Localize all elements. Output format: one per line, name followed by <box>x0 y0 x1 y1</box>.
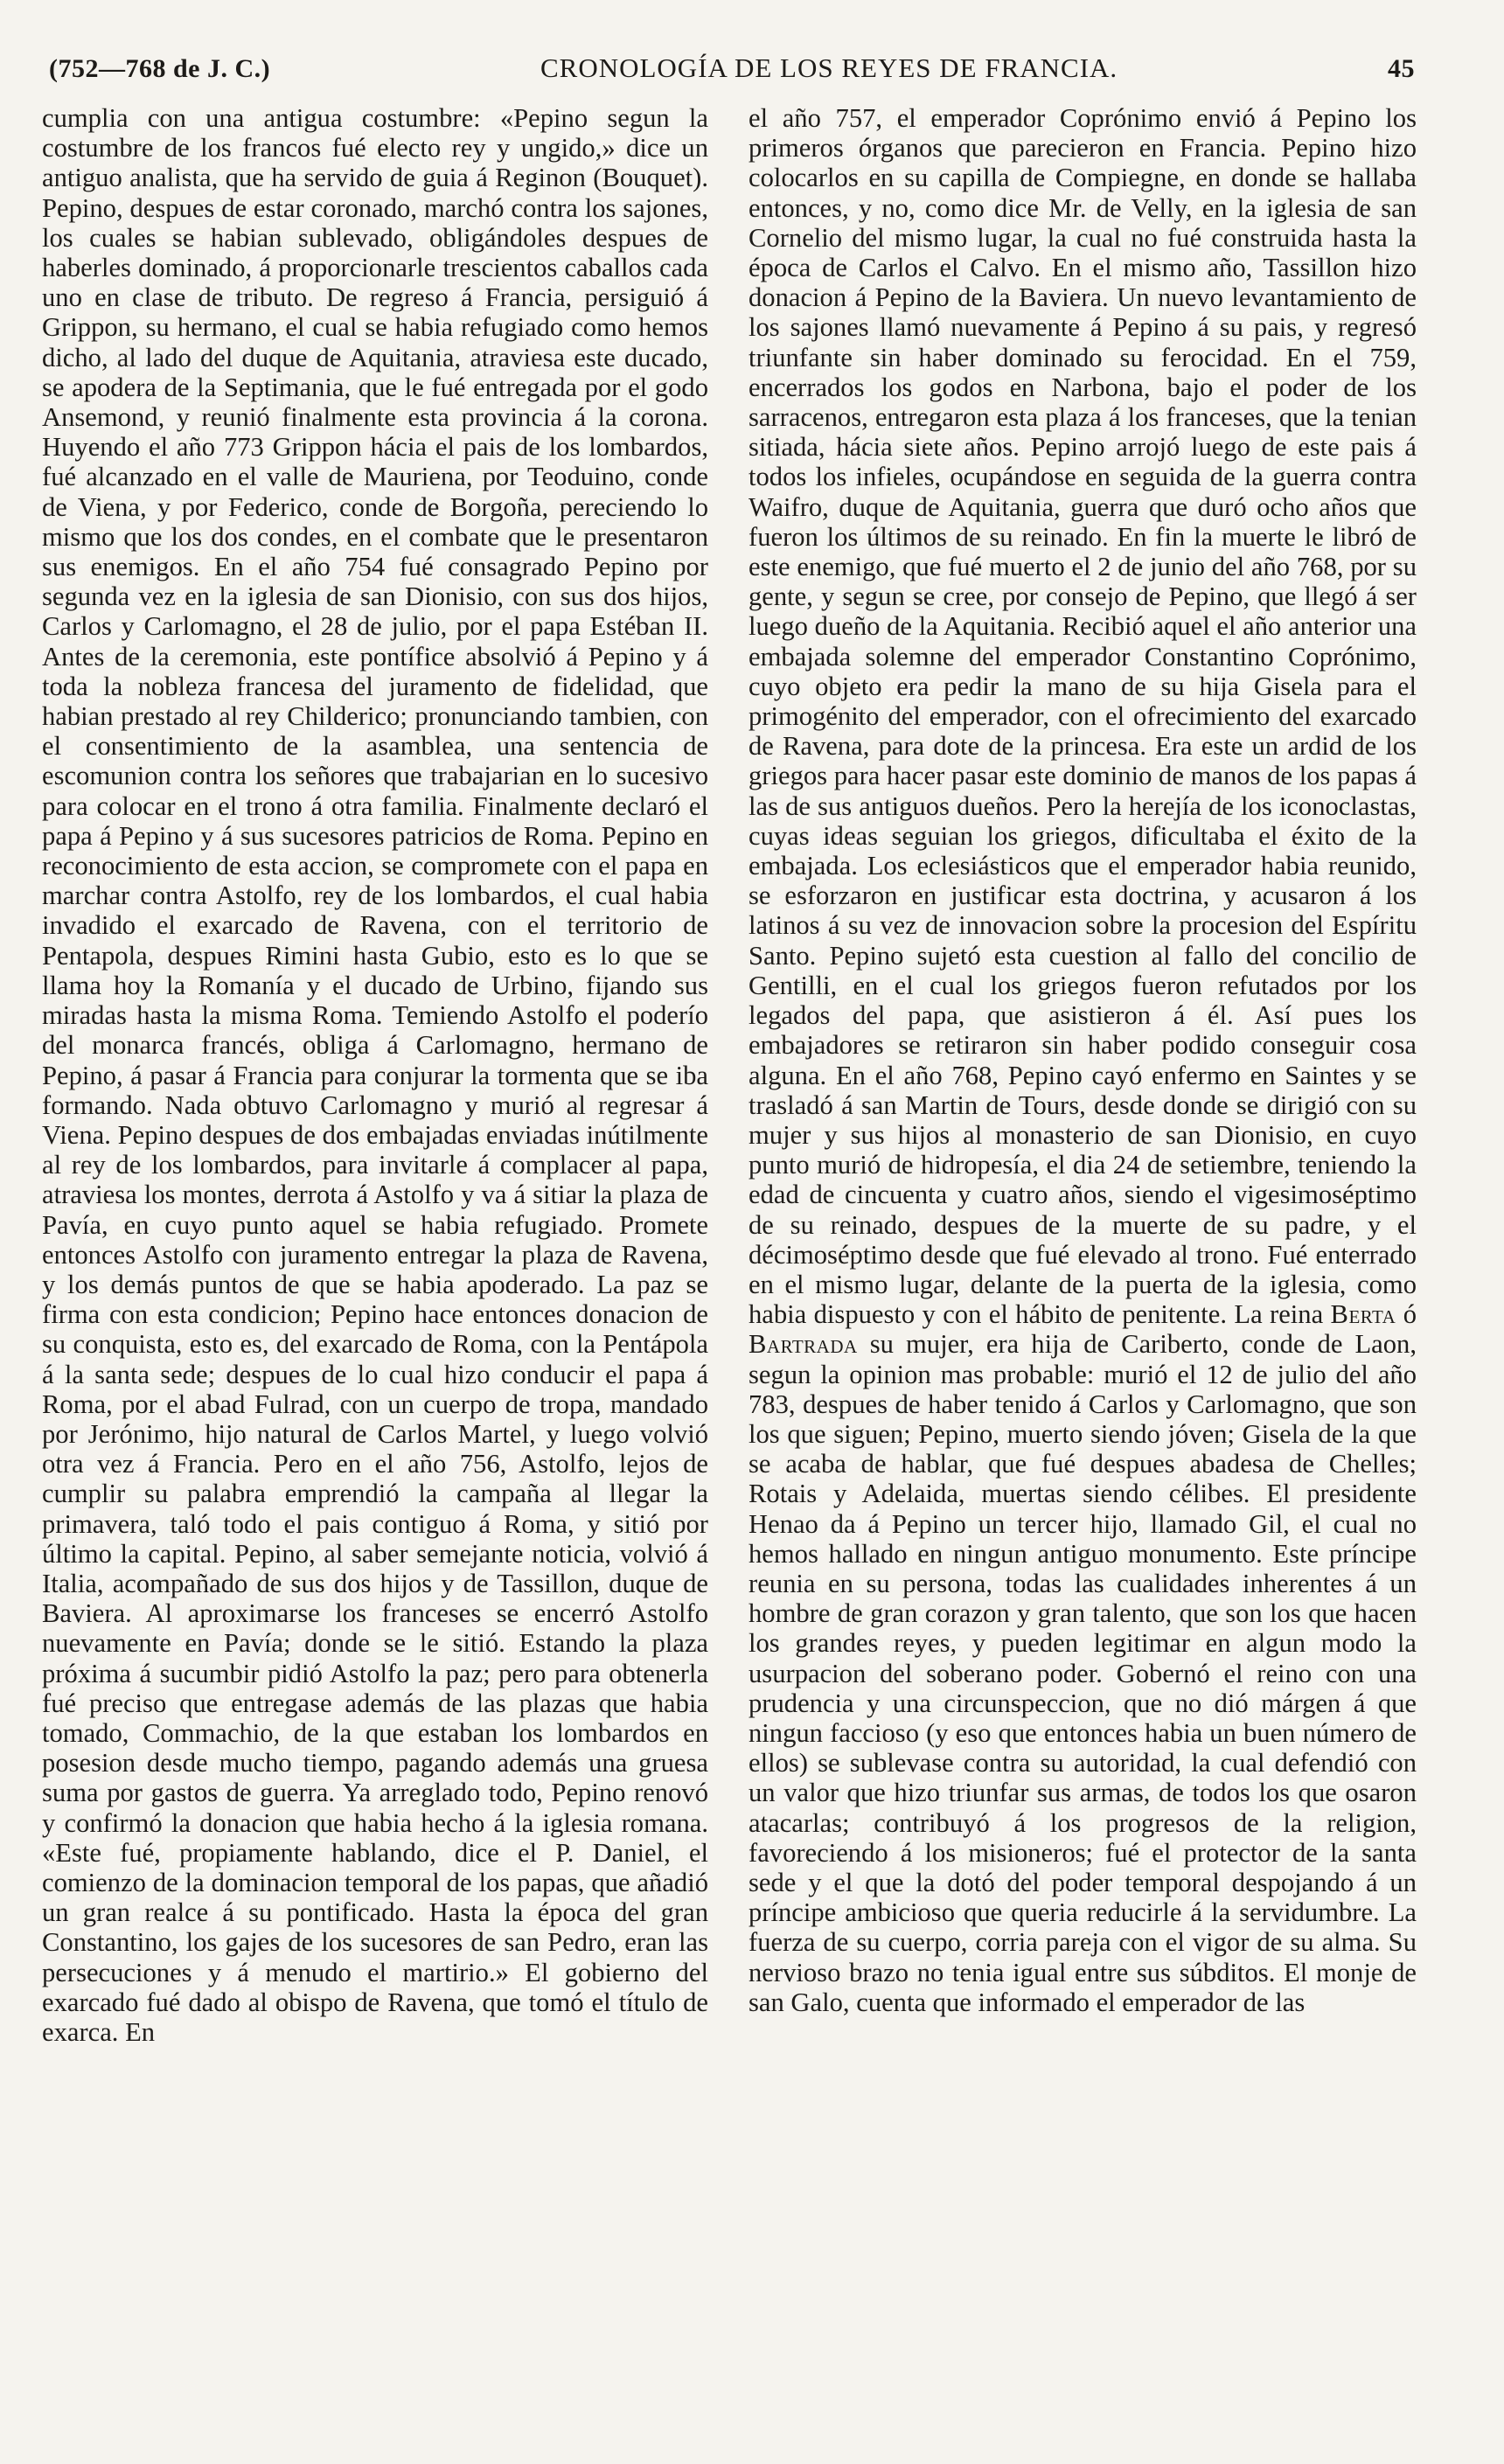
queen-or: ó <box>1403 1299 1417 1330</box>
right-text-after-queen: su mujer, era hija de Cariberto, conde de Laon, segun la opinion mas probable: murió el 12 de julio del año 783, despues de haber tenido á Carlos y Carlomagno, que son los que siguen; Pepino, muerto siendo jóven; Gisela de la que se acaba de hablar, que fué despues abadesa de Chelles; Rotais y Adelaida, muertas siendo célibes. El presidente Henao da á Pepino un tercer hijo, llamado Gil, el cual no hemos hallado en ningun antiguo monumento. Este príncipe reunia en su persona, todas las cualidades inherentes á un hombre de gran corazon y gran talento, que son los que hacen los grandes reyes, y pueden legitimar en algun modo la usurpacion del soberano poder. Gobernó el reino con una prudencia y una circunspeccion, que no dió márgen á que ningun faccioso (y eso que entonces habia un buen número de ellos) se sublevase contra su autoridad, la cual defendió con un valor que hizo triunfar sus armas, de todos los que osaron atacarlas; contribuyó á los progresos de la religion, favoreciendo á los misioneros; fué el protector de la santa sede y el que la dotó del poder temporal despojando á un príncipe ambicioso que queria reducirle á la servidumbre. La fuerza de su cuerpo, corria pareja con el vigor de su alma. Su nervioso brazo no tenia igual entre sus súbditos. El monje de san Galo, cuenta que informado el emperador de las <box>749 1329 1417 2017</box>
running-header <box>49 52 1415 91</box>
right-column <box>749 103 1417 2017</box>
queen-name-bartrada: Bartrada <box>749 1329 858 1360</box>
left-column <box>42 103 708 2047</box>
date-range: (752—768 de J. C.) <box>49 54 271 83</box>
page-number: 45 <box>1387 54 1415 83</box>
running-title: CRONOLOGÍA DE LOS REYES DE FRANCIA. <box>540 52 1118 83</box>
right-text-before-queen: el año 757, el emperador Coprónimo envió á Pepino los primeros órganos que parecieron en Francia. Pepino hizo colocarlos en su capilla de Compiegne, en donde se hallaba entonces, y no, como dice Mr. de Velly, en la iglesia de san Cornelio del mismo lugar, la cual no fué construida hasta la época de Carlos el Calvo. En el mismo año, Tassillon hizo donacion á Pepino de la Baviera. Un nuevo levantamiento de los sajones llamó nuevamente á Pepino á su pais, y regresó triunfante sin haber dominado su ferocidad. En el 759, encerrados los godos en Narbona, bajo el poder de los sarracenos, entregaron esta plaza á los franceses, que la tenian sitiada, hácia siete años. Pepino arrojó luego de este pais á todos los infieles, ocupándose en seguida de la guerra contra Waifro, duque de Aquitania, guerra que duró ocho años que fueron los últimos de su reinado. En fin la muerte le libró de este enemigo, que fué muerto el 2 de junio del año 768, por su gente, y segun se cree, por consejo de Pepino, que llegó á ser luego dueño de la Aquitania. Recibió aquel el año anterior una embajada solemne del emperador Constantino Coprónimo, cuyo objeto era pedir la mano de su hija Gisela para el primogénito del emperador, con el ofrecimiento del exarcado de Ravena, para dote de la princesa. Era este un ardid de los griegos para hacer pasar este dominio de manos de los papas á las de sus antiguos dueños. Pero la herejía de los iconoclastas, cuyas ideas seguian los griegos, dificultaba el éxito de la embajada. Los eclesiásticos que el emperador habia reunido, se esforzaron en justificar esta doctrina, y acusaron á los latinos á su vez de innovacion sobre la procesion del Espíritu Santo. Pepino sujetó esta cuestion al fallo del concilio de Gentilli, en el cual los griegos fueron refutados por los legados del papa, que asistieron á él. Así pues los embajadores se retiraron sin haber podido conseguir cosa alguna. En el año 768, Pepino cayó enfermo en Saintes y se trasladó á san Martin de Tours, desde donde se dirigió con su mujer y sus hijos al monasterio de san Dionisio, en cuyo punto murió de hidropesía, el dia 24 de setiembre, teniendo la edad de cincuenta y cuatro años, siendo el vigesimoséptimo de su reinado, despues de la muerte de su padre, y el décimoséptimo desde que fué elevado al trono. Fué enterrado en el mismo lugar, delante de la puerta de la iglesia, como habia dispuesto y con el hábito de penitente. La reina <box>749 103 1417 1330</box>
right-column-text <box>749 103 1417 2017</box>
queen-name-berta: Berta <box>1330 1299 1396 1330</box>
left-column-text: cumplia con una antigua costumbre: «Pepino segun la costumbre de los francos fué electo rey y ungido,» dice un antiguo analista, que ha servido de guia á Reginon (Bouquet). Pepino, despues de estar coronado, marchó contra los sajones, los cuales se habian sublevado, obligándoles despues de haberles dominado, á proporcionarle trescientos caballos cada uno en clase de tributo. De regreso á Francia, persiguió á Grippon, su hermano, el cual se habia refugiado como hemos dicho, al lado del duque de Aquitania, atraviesa este ducado, se apodera de la Septimania, que le fué entregada por el godo Ansemond, y reunió finalmente esta provincia á la corona. Huyendo el año 773 Grippon hácia el pais de los lombardos, fué alcanzado en el valle de Mauriena, por Teoduino, conde de Viena, y por Federico, conde de Borgoña, pereciendo lo mismo que los dos condes, en el combate que le presentaron sus enemigos. En el año 754 fué consagrado Pepino por segunda vez en la iglesia de san Dionisio, con sus dos hijos, Carlos y Carlomagno, el 28 de julio, por el papa Estéban II. Antes de la ceremonia, este pontífice absolvió á Pepino y á toda la nobleza francesa del juramento de fidelidad, que habian prestado al rey Childerico; pronunciando tambien, con el consentimiento de la asamblea, una sentencia de escomunion contra los señores que trabajarian en lo sucesivo para colocar en el trono á otra familia. Finalmente declaró el papa á Pepino y á sus sucesores patricios de Roma. Pepino en reconocimiento de esta accion, se compromete con el papa en marchar contra Astolfo, rey de los lombardos, el cual habia invadido el exarcado de Ravena, con el territorio de Pentapola, despues Rimini hasta Gubio, esto es lo que se llama hoy la Romanía y el ducado de Urbino, fijando sus miradas hasta la misma Roma. Temiendo Astolfo el poderío del monarca francés, obliga á Carlomagno, hermano de Pepino, á pasar á Francia para conjurar la tormenta que se iba formando. Nada obtuvo Carlomagno y murió al regresar á Viena. Pepino despues de dos embajadas enviadas inútilmente al rey de los lombardos, para invitarle á complacer al papa, atraviesa los montes, derrota á Astolfo y va á sitiar la plaza de Pavía, en cuyo punto aquel se habia refugiado. Promete entonces Astolfo con juramento entregar la plaza de Ravena, y los demás puntos de que se habia apoderado. La paz se firma con esta condicion; Pepino hace entonces donacion de su conquista, esto es, del exarcado de Roma, con la Pentápola á la santa sede; despues de lo cual hizo conducir el papa á Roma, por el abad Fulrad, con un cuerpo de tropa, mandado por Jerónimo, hijo natural de Carlos Martel, y luego volvió otra vez á Francia. Pero en el año 756, Astolfo, lejos de cumplir su palabra emprendió la campaña al llegar la primavera, taló todo el pais contiguo á Roma, y sitió por último la capital. Pepino, al saber semejante noticia, volvió á Italia, acompañado de sus dos hijos y de Tassillon, duque de Baviera. Al aproximarse los franceses se encerró Astolfo nuevamente en Pavía; donde se le sitió. Estando la plaza próxima á sucumbir pidió Astolfo la paz; pero para obtenerla fué preciso que entregase además de las plazas que habia tomado, Commachio, de la que estaban los lombardos en posesion desde mucho tiempo, pagando además una gruesa suma por gastos de guerra. Ya arreglado todo, Pepino renovó y confirmó la donacion que habia hecho á la iglesia romana. «Este fué, propiamente hablando, dice el P. Daniel, el comienzo de la dominacion temporal de los papas, que añadió un gran realce á su pontificado. Hasta la época del gran Constantino, los gajes de los sucesores de san Pedro, eran las persecuciones y á menudo el martirio.» El gobierno del exarcado fué dado al obispo de Ravena, que tomó el título de exarca. En <box>42 103 708 2047</box>
